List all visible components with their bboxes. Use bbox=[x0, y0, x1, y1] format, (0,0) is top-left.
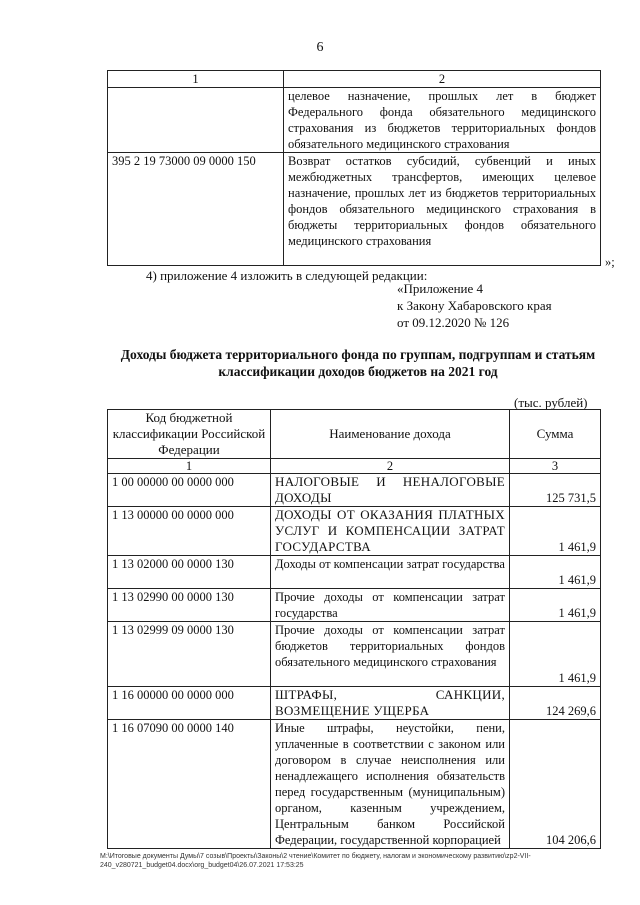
header-name: Наименование дохода bbox=[271, 410, 510, 459]
classification-code bbox=[108, 88, 284, 153]
classification-code: 1 13 02990 00 0000 130 bbox=[108, 589, 271, 622]
income-name: Иные штрафы, неустойки, пени, уплаченные в соответствии с законом или договором в случае неисполнения или ненадлежащего исполнения обязательств перед государственным (муниципальным) органом, казенным учреждением, Центральным банком Российской Федерации, государственной корпорацией bbox=[271, 720, 510, 849]
header-amount: Сумма bbox=[510, 410, 601, 459]
classification-code: 1 16 00000 00 0000 000 bbox=[108, 687, 271, 720]
income-name: НАЛОГОВЫЕ И НЕНАЛОГОВЫЕ ДОХОДЫ bbox=[271, 474, 510, 507]
classification-code: 1 00 00000 00 0000 000 bbox=[108, 474, 271, 507]
table-row bbox=[108, 556, 601, 589]
income-name: ДОХОДЫ ОТ ОКАЗАНИЯ ПЛАТНЫХ УСЛУГ И КОМПЕНСАЦИИ ЗАТРАТ ГОСУДАРСТВА bbox=[271, 507, 510, 556]
classification-code: 1 13 02000 00 0000 130 bbox=[108, 556, 271, 589]
income-name: ШТРАФЫ, САНКЦИИ, ВОЗМЕЩЕНИЕ УЩЕРБА bbox=[271, 687, 510, 720]
column-number-3: 3 bbox=[510, 459, 601, 474]
income-amount: 1 461,9 bbox=[510, 507, 601, 556]
appendix-law-reference: к Закону Хабаровского края bbox=[397, 298, 552, 313]
units-label: (тыс. рублей) bbox=[514, 395, 588, 410]
income-amount: 1 461,9 bbox=[510, 622, 601, 687]
title-line-2: классификации доходов бюджетов на 2021 год bbox=[218, 364, 498, 379]
income-amount: 124 269,6 bbox=[510, 687, 601, 720]
appendix-label: «Приложение 4 bbox=[397, 281, 484, 296]
table-row bbox=[108, 88, 601, 153]
file-path-footer: M:\Итоговые документы Думы\7 созыв\Проекты\Законы\2 чтение\Комитет по бюджету, налогам и экономическому развитию\zp2-VII-240_v280721_budget04.docx\org_budget04\26.07.2021 17:53:25 bbox=[100, 853, 531, 869]
table-row bbox=[108, 153, 601, 266]
table-header-row bbox=[108, 410, 601, 459]
income-amount: 1 461,9 bbox=[510, 556, 601, 589]
document-title bbox=[100, 346, 616, 380]
amendment-instruction: 4) приложение 4 изложить в следующей редакции: bbox=[146, 268, 428, 283]
table-row bbox=[108, 589, 601, 622]
appendix-law-date: от 09.12.2020 № 126 bbox=[397, 315, 510, 330]
income-name: Доходы от компенсации затрат государства bbox=[271, 556, 510, 589]
column-number-2: 2 bbox=[271, 459, 510, 474]
income-table bbox=[107, 409, 601, 849]
table-row bbox=[108, 622, 601, 687]
column-number-1: 1 bbox=[108, 459, 271, 474]
income-name: Прочие доходы от компенсации затрат государства bbox=[271, 589, 510, 622]
column-number-1: 1 bbox=[108, 71, 284, 88]
classification-code: 1 13 02999 09 0000 130 bbox=[108, 622, 271, 687]
table-header-row bbox=[108, 71, 601, 88]
income-amount: 125 731,5 bbox=[510, 474, 601, 507]
table-row bbox=[108, 507, 601, 556]
column-numbers-row bbox=[108, 459, 601, 474]
table-row bbox=[108, 687, 601, 720]
classification-code: 1 13 00000 00 0000 000 bbox=[108, 507, 271, 556]
table-row bbox=[108, 720, 601, 849]
column-number-2: 2 bbox=[284, 71, 601, 88]
title-line-1: Доходы бюджета территориального фонда по группам, подгруппам и статьям bbox=[120, 347, 596, 362]
income-name: Возврат остатков субсидий, субвенций и иных межбюджетных трансфертов, имеющих целевое назначение, прошлых лет из бюджетов территориальных фондов обязательного медицинского страхования в бюджеты территориальных фондов обязательного медицинского страхования bbox=[284, 153, 601, 266]
table-row bbox=[108, 474, 601, 507]
classification-code: 1 16 07090 00 0000 140 bbox=[108, 720, 271, 849]
page-number: 6 bbox=[316, 40, 324, 55]
classification-code: 395 2 19 73000 09 0000 150 bbox=[108, 153, 284, 266]
header-code: Код бюджетной классификации Российской Федерации bbox=[108, 410, 271, 459]
income-name: целевое назначение, прошлых лет в бюджет Федерального фонда обязательного медицинского страхования из бюджетов территориальных фондов обязательного медицинского страхования bbox=[284, 88, 601, 153]
income-name: Прочие доходы от компенсации затрат бюджетов территориальных фондов обязательного медицинского страхования bbox=[271, 622, 510, 687]
continuation-table bbox=[107, 70, 601, 266]
income-amount: 104 206,6 bbox=[510, 720, 601, 849]
closing-mark: »; bbox=[605, 255, 615, 269]
income-amount: 1 461,9 bbox=[510, 589, 601, 622]
